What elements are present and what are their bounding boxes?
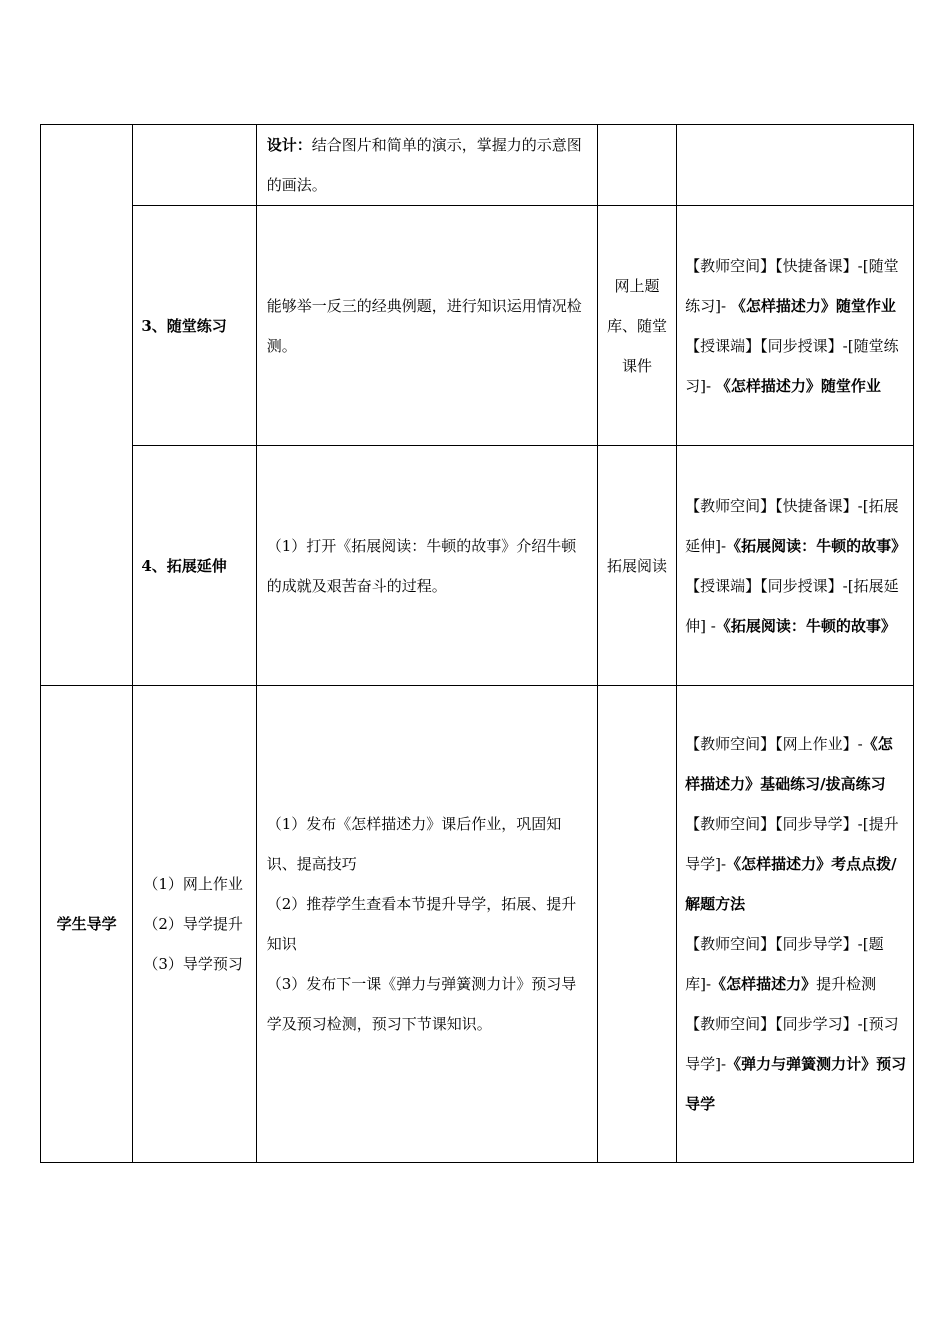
design-cell xyxy=(256,125,597,206)
content-item: （1）发布《怎样描述力》课后作业，巩固知识、提高技巧 xyxy=(266,815,562,873)
table-row xyxy=(41,206,914,446)
resource-cell-empty xyxy=(597,125,676,206)
step-list-cell xyxy=(133,686,256,1163)
reference-item: 【教师空间】【快捷备课】-[随堂练习]- 《怎样描述力》随堂作业 xyxy=(685,256,899,315)
reference-item: 【教师空间】【同步导学】-[提升导学]-《怎样描述力》考点点拨/解题方法 xyxy=(685,815,899,913)
reference-cell xyxy=(677,206,914,446)
step-cell: 3、随堂练习 xyxy=(133,206,256,446)
reference-item: 【授课端】【同步授课】-[随堂练习]- 《怎样描述力》随堂作业 xyxy=(685,336,899,395)
reference-item: 【教师空间】【快捷备课】-[拓展延伸]-《拓展阅读：牛顿的故事》 xyxy=(685,496,907,555)
design-text: 结合图片和简单的演示，掌握力的示意图的画法。 xyxy=(266,136,582,194)
content-cell: 能够举一反三的经典例题，进行知识运用情况检测。 xyxy=(256,206,597,446)
lesson-plan-table xyxy=(40,124,914,1163)
table-row xyxy=(41,125,914,206)
step-cell-empty xyxy=(133,125,256,206)
content-item: （2）推荐学生查看本节提升导学，拓展、提升知识 xyxy=(266,895,577,953)
reference-item: 【教师空间】【同步导学】-[题库]-《怎样描述力》提升检测 xyxy=(685,935,884,993)
content-item: （3）发布下一课《弹力与弹簧测力计》预习导学及预习检测，预习下节课知识。 xyxy=(266,975,577,1033)
reference-item: 【授课端】【同步授课】-[拓展延伸] -《拓展阅读：牛顿的故事》 xyxy=(685,576,899,635)
reference-cell-empty xyxy=(677,125,914,206)
resource-cell xyxy=(597,686,676,1163)
step-item: （1）网上作业 xyxy=(143,875,243,893)
resource-cell: 拓展阅读 xyxy=(597,446,676,686)
design-label: 设计： xyxy=(266,136,312,154)
stage-cell: 学生导学 xyxy=(41,686,133,1163)
reference-cell xyxy=(677,446,914,686)
reference-cell xyxy=(677,686,914,1163)
stage-cell-empty xyxy=(41,125,133,686)
content-list-cell xyxy=(256,686,597,1163)
content-cell: （1）打开《拓展阅读：牛顿的故事》介绍牛顿的成就及艰苦奋斗的过程。 xyxy=(256,446,597,686)
step-cell: 4、拓展延伸 xyxy=(133,446,256,686)
step-item: （2）导学提升 xyxy=(143,915,243,933)
table-row xyxy=(41,446,914,686)
reference-item: 【教师空间】【网上作业】-《怎样描述力》基础练习/拔高练习 xyxy=(685,735,893,793)
reference-item: 【教师空间】【同步学习】-[预习导学]-《弹力与弹簧测力计》预习导学 xyxy=(685,1015,907,1113)
table-row xyxy=(41,686,914,1163)
step-item: （3）导学预习 xyxy=(143,955,243,973)
resource-cell: 网上题库、随堂课件 xyxy=(597,206,676,446)
